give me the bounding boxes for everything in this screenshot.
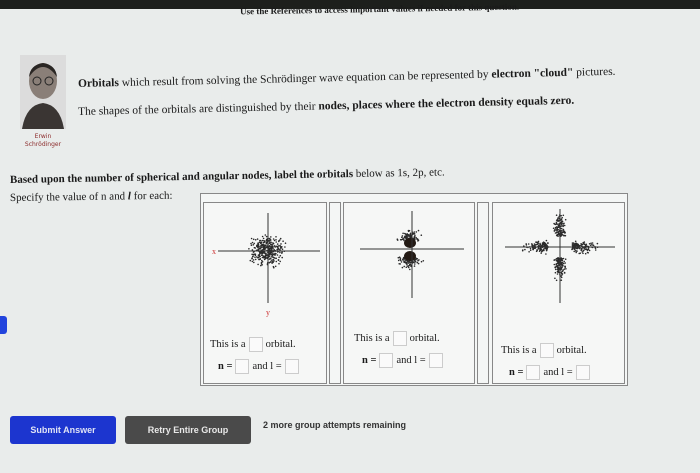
schrodinger-portrait [20, 55, 66, 129]
orbital-1s-image [204, 203, 328, 323]
orbital-label-row: This is a orbital. [210, 337, 296, 352]
n-input-2[interactable] [379, 353, 393, 368]
l-input-3[interactable] [576, 365, 590, 380]
orbital-panel-2: This is a orbital. n = and l = [343, 202, 475, 384]
attempts-remaining: 2 more group attempts remaining [263, 420, 407, 430]
divider [477, 202, 489, 384]
question-marker [0, 316, 7, 334]
orbital-panels [200, 193, 628, 386]
question-instruction: Based upon the number of spherical and angular nodes, label the orbitals below as 1s, 2p, etc. [9, 166, 445, 186]
n-input-1[interactable] [235, 359, 249, 374]
l-input-2[interactable] [429, 353, 443, 368]
portrait-caption: Erwin Schrödinger [24, 133, 62, 148]
question-specify: Specify the value of n and l for each: [9, 189, 173, 204]
intro-paragraph-2: The shapes of the orbitals are distinguished by their nodes, places where the electron density equals zero. [77, 94, 575, 118]
retry-entire-group-button[interactable]: Retry Entire Group [125, 416, 251, 444]
y-axis-label: y [266, 308, 270, 317]
orbital-p-image [344, 203, 476, 323]
orbital-panel-3: This is a orbital. n = and l = [492, 202, 625, 384]
orbital-d-image [493, 203, 626, 323]
orbital-input-3[interactable] [540, 343, 554, 358]
l-input-1[interactable] [285, 359, 299, 374]
orbital-input-2[interactable] [393, 331, 407, 346]
references-note: Use the References to access important values if needed for this question. [239, 1, 520, 17]
orbital-panel-1 [203, 202, 327, 384]
n-l-row: n = and l = [218, 359, 302, 374]
divider [329, 202, 341, 384]
intro-paragraph-1: Orbitals which result from solving the Schrödinger wave equation can be represented by electron "cloud" pictures. [77, 65, 616, 90]
x-axis-label: x [212, 247, 216, 256]
orbital-input-1[interactable] [249, 337, 263, 352]
submit-answer-button[interactable]: Submit Answer [10, 416, 116, 444]
n-input-3[interactable] [526, 365, 540, 380]
